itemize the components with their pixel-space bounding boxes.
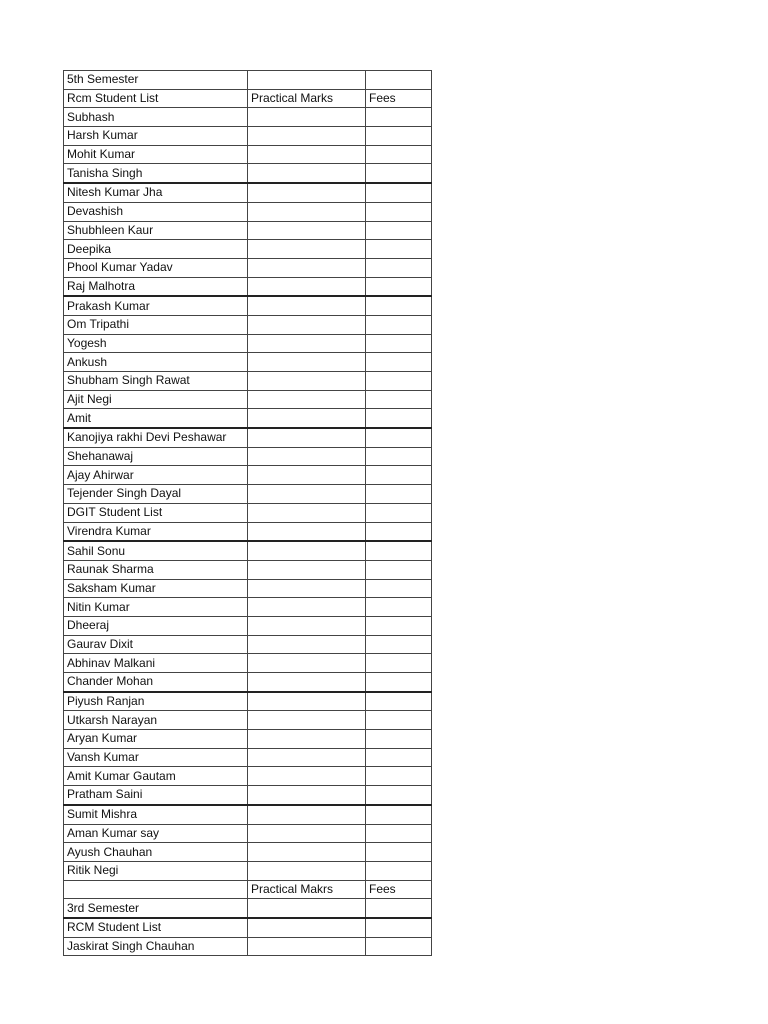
name-cell[interactable]: Aryan Kumar <box>64 730 248 749</box>
practical-marks-cell[interactable] <box>248 635 366 654</box>
name-cell[interactable]: Kanojiya rakhi Devi Peshawar <box>64 428 248 447</box>
practical-marks-cell[interactable] <box>248 334 366 353</box>
practical-marks-cell[interactable] <box>248 861 366 880</box>
table-row <box>64 918 432 937</box>
table-body <box>64 71 432 956</box>
table-row <box>64 71 432 90</box>
table-row <box>64 711 432 730</box>
practical-marks-cell[interactable] <box>248 692 366 711</box>
table-row <box>64 635 432 654</box>
fees-cell[interactable] <box>366 824 432 843</box>
name-cell[interactable]: Rcm Student List <box>64 89 248 108</box>
name-cell[interactable]: Raunak Sharma <box>64 560 248 579</box>
table-row <box>64 805 432 824</box>
table-row <box>64 145 432 164</box>
practical-marks-cell[interactable] <box>248 522 366 541</box>
name-cell[interactable]: Pratham Saini <box>64 786 248 805</box>
table-row <box>64 221 432 240</box>
practical-marks-cell[interactable] <box>248 221 366 240</box>
table-row <box>64 560 432 579</box>
table-row <box>64 843 432 862</box>
fees-cell[interactable] <box>366 71 432 90</box>
fees-cell[interactable] <box>366 730 432 749</box>
table-row <box>64 899 432 918</box>
table-row <box>64 183 432 202</box>
practical-marks-cell[interactable] <box>248 409 366 428</box>
name-cell[interactable]: Raj Malhotra <box>64 277 248 296</box>
table-row <box>64 616 432 635</box>
practical-marks-cell[interactable] <box>248 202 366 221</box>
practical-marks-cell[interactable] <box>248 390 366 409</box>
practical-marks-cell[interactable] <box>248 616 366 635</box>
name-cell[interactable]: RCM Student List <box>64 918 248 937</box>
practical-marks-cell[interactable] <box>248 937 366 956</box>
table-row <box>64 108 432 127</box>
practical-marks-cell[interactable] <box>248 240 366 259</box>
fees-cell[interactable] <box>366 240 432 259</box>
name-cell[interactable]: 3rd Semester <box>64 899 248 918</box>
table-row <box>64 730 432 749</box>
practical-marks-cell[interactable] <box>248 353 366 372</box>
practical-marks-cell[interactable] <box>248 824 366 843</box>
name-cell[interactable]: Gaurav Dixit <box>64 635 248 654</box>
fees-cell[interactable] <box>366 127 432 146</box>
table-row <box>64 937 432 956</box>
fees-cell[interactable] <box>366 409 432 428</box>
practical-marks-cell[interactable] <box>248 108 366 127</box>
fees-cell[interactable]: Fees <box>366 880 432 899</box>
table-row <box>64 466 432 485</box>
fees-cell[interactable] <box>366 353 432 372</box>
practical-marks-cell[interactable] <box>248 748 366 767</box>
practical-marks-cell[interactable] <box>248 164 366 183</box>
fees-cell[interactable] <box>366 258 432 277</box>
name-cell[interactable]: Tanisha Singh <box>64 164 248 183</box>
fees-cell[interactable] <box>366 428 432 447</box>
name-cell[interactable]: DGIT Student List <box>64 503 248 522</box>
fees-cell[interactable] <box>366 334 432 353</box>
practical-marks-cell[interactable] <box>248 503 366 522</box>
practical-marks-cell[interactable] <box>248 296 366 315</box>
practical-marks-cell[interactable]: Practical Makrs <box>248 880 366 899</box>
table-row <box>64 258 432 277</box>
fees-cell[interactable] <box>366 164 432 183</box>
name-cell[interactable]: Om Tripathi <box>64 315 248 334</box>
table-row <box>64 654 432 673</box>
practical-marks-cell[interactable] <box>248 466 366 485</box>
practical-marks-cell[interactable] <box>248 767 366 786</box>
table-row <box>64 315 432 334</box>
name-cell[interactable]: Tejender Singh Dayal <box>64 485 248 504</box>
fees-cell[interactable] <box>366 598 432 617</box>
table-row <box>64 861 432 880</box>
name-cell[interactable]: Jaskirat Singh Chauhan <box>64 937 248 956</box>
fees-cell[interactable] <box>366 560 432 579</box>
name-cell[interactable]: Sahil Sonu <box>64 541 248 560</box>
name-cell[interactable]: Ayush Chauhan <box>64 843 248 862</box>
fees-cell[interactable] <box>366 673 432 692</box>
fees-cell[interactable] <box>366 843 432 862</box>
practical-marks-cell[interactable] <box>248 485 366 504</box>
practical-marks-cell[interactable] <box>248 654 366 673</box>
fees-cell[interactable] <box>366 202 432 221</box>
table-row <box>64 503 432 522</box>
fees-cell[interactable] <box>366 372 432 391</box>
practical-marks-cell[interactable] <box>248 428 366 447</box>
fees-cell[interactable] <box>366 786 432 805</box>
fees-cell[interactable] <box>366 522 432 541</box>
table-row <box>64 390 432 409</box>
fees-cell[interactable]: Fees <box>366 89 432 108</box>
name-cell[interactable]: Phool Kumar Yadav <box>64 258 248 277</box>
table-row <box>64 673 432 692</box>
fees-cell[interactable] <box>366 315 432 334</box>
table-row <box>64 541 432 560</box>
name-cell[interactable]: Nitesh Kumar Jha <box>64 183 248 202</box>
name-cell[interactable]: Aman Kumar say <box>64 824 248 843</box>
name-cell[interactable]: Sumit Mishra <box>64 805 248 824</box>
table-row <box>64 372 432 391</box>
fees-cell[interactable] <box>366 635 432 654</box>
name-cell[interactable]: Ajay Ahirwar <box>64 466 248 485</box>
name-cell[interactable] <box>64 880 248 899</box>
table-row <box>64 748 432 767</box>
practical-marks-cell[interactable]: Practical Marks <box>248 89 366 108</box>
name-cell[interactable]: Mohit Kumar <box>64 145 248 164</box>
name-cell[interactable]: Saksham Kumar <box>64 579 248 598</box>
name-cell[interactable]: Chander Mohan <box>64 673 248 692</box>
practical-marks-cell[interactable] <box>248 145 366 164</box>
fees-cell[interactable] <box>366 183 432 202</box>
practical-marks-cell[interactable] <box>248 315 366 334</box>
table-row <box>64 485 432 504</box>
practical-marks-cell[interactable] <box>248 918 366 937</box>
table-row <box>64 428 432 447</box>
fees-cell[interactable] <box>366 296 432 315</box>
name-cell[interactable]: Nitin Kumar <box>64 598 248 617</box>
fees-cell[interactable] <box>366 805 432 824</box>
fees-cell[interactable] <box>366 503 432 522</box>
fees-cell[interactable] <box>366 145 432 164</box>
table-row <box>64 240 432 259</box>
fees-cell[interactable] <box>366 447 432 466</box>
fees-cell[interactable] <box>366 485 432 504</box>
name-cell[interactable]: Dheeraj <box>64 616 248 635</box>
table-row <box>64 824 432 843</box>
name-cell[interactable]: Harsh Kumar <box>64 127 248 146</box>
practical-marks-cell[interactable] <box>248 447 366 466</box>
fees-cell[interactable] <box>366 108 432 127</box>
practical-marks-cell[interactable] <box>248 372 366 391</box>
name-cell[interactable]: Deepika <box>64 240 248 259</box>
fees-cell[interactable] <box>366 466 432 485</box>
practical-marks-cell[interactable] <box>248 899 366 918</box>
name-cell[interactable]: Abhinav Malkani <box>64 654 248 673</box>
name-cell[interactable]: Amit <box>64 409 248 428</box>
fees-cell[interactable] <box>366 616 432 635</box>
name-cell[interactable]: Utkarsh Narayan <box>64 711 248 730</box>
table-row <box>64 296 432 315</box>
fees-cell[interactable] <box>366 767 432 786</box>
fees-cell[interactable] <box>366 277 432 296</box>
fees-cell[interactable] <box>366 221 432 240</box>
table-row <box>64 880 432 899</box>
name-cell[interactable]: Prakash Kumar <box>64 296 248 315</box>
name-cell[interactable]: Shubhleen Kaur <box>64 221 248 240</box>
table-row <box>64 692 432 711</box>
table-row <box>64 598 432 617</box>
table-row <box>64 786 432 805</box>
spreadsheet-table <box>63 70 432 956</box>
table-row <box>64 353 432 372</box>
practical-marks-cell[interactable] <box>248 598 366 617</box>
table-row <box>64 277 432 296</box>
practical-marks-cell[interactable] <box>248 711 366 730</box>
fees-cell[interactable] <box>366 899 432 918</box>
practical-marks-cell[interactable] <box>248 786 366 805</box>
fees-cell[interactable] <box>366 918 432 937</box>
name-cell[interactable]: Subhash <box>64 108 248 127</box>
name-cell[interactable]: Shubham Singh Rawat <box>64 372 248 391</box>
name-cell[interactable]: Ankush <box>64 353 248 372</box>
name-cell[interactable]: Virendra Kumar <box>64 522 248 541</box>
fees-cell[interactable] <box>366 861 432 880</box>
table-row <box>64 127 432 146</box>
name-cell[interactable]: Amit Kumar Gautam <box>64 767 248 786</box>
table-row <box>64 202 432 221</box>
fees-cell[interactable] <box>366 748 432 767</box>
name-cell[interactable]: Shehanawaj <box>64 447 248 466</box>
name-cell[interactable]: Ritik Negi <box>64 861 248 880</box>
practical-marks-cell[interactable] <box>248 541 366 560</box>
practical-marks-cell[interactable] <box>248 843 366 862</box>
fees-cell[interactable] <box>366 541 432 560</box>
name-cell[interactable]: 5th Semester <box>64 71 248 90</box>
fees-cell[interactable] <box>366 937 432 956</box>
practical-marks-cell[interactable] <box>248 71 366 90</box>
fees-cell[interactable] <box>366 692 432 711</box>
practical-marks-cell[interactable] <box>248 730 366 749</box>
fees-cell[interactable] <box>366 654 432 673</box>
table-row <box>64 334 432 353</box>
name-cell[interactable]: Vansh Kumar <box>64 748 248 767</box>
fees-cell[interactable] <box>366 390 432 409</box>
name-cell[interactable]: Piyush Ranjan <box>64 692 248 711</box>
table-row <box>64 89 432 108</box>
name-cell[interactable]: Yogesh <box>64 334 248 353</box>
practical-marks-cell[interactable] <box>248 560 366 579</box>
table-row <box>64 409 432 428</box>
name-cell[interactable]: Ajit Negi <box>64 390 248 409</box>
practical-marks-cell[interactable] <box>248 183 366 202</box>
practical-marks-cell[interactable] <box>248 805 366 824</box>
fees-cell[interactable] <box>366 711 432 730</box>
practical-marks-cell[interactable] <box>248 673 366 692</box>
practical-marks-cell[interactable] <box>248 277 366 296</box>
table-row <box>64 522 432 541</box>
practical-marks-cell[interactable] <box>248 127 366 146</box>
fees-cell[interactable] <box>366 579 432 598</box>
table-row <box>64 767 432 786</box>
table-row <box>64 579 432 598</box>
table-row <box>64 164 432 183</box>
name-cell[interactable]: Devashish <box>64 202 248 221</box>
practical-marks-cell[interactable] <box>248 258 366 277</box>
practical-marks-cell[interactable] <box>248 579 366 598</box>
table-row <box>64 447 432 466</box>
